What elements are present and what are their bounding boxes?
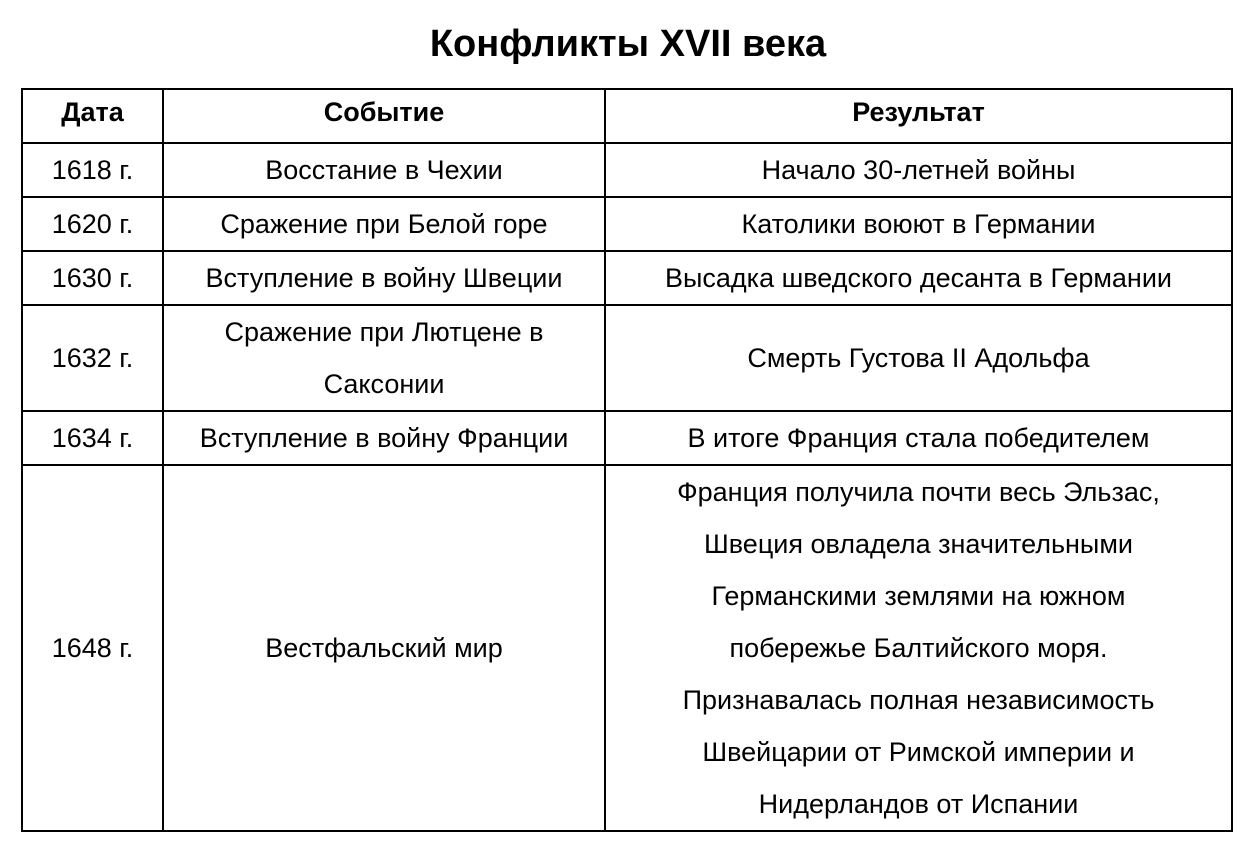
conflicts-table <box>21 88 1233 832</box>
cell-result: Католики воюют в Германии <box>605 197 1232 251</box>
cell-result: Начало 30-летней войны <box>605 143 1232 197</box>
cell-date: 1634 г. <box>22 411 163 465</box>
cell-result: Франция получила почти весь Эльзас, Швеция овладела значительными Германскими землями на южном побережье Балтийского моря. Признавалась полная независимость Швейцарии от Римской империи и Нидерландов от Испании <box>605 465 1232 831</box>
table-header-row <box>22 89 1232 143</box>
cell-event: Вступление в войну Швеции <box>163 251 605 305</box>
table-row <box>22 411 1232 465</box>
table-row <box>22 251 1232 305</box>
cell-result: В итоге Франция стала победителем <box>605 411 1232 465</box>
header-result: Результат <box>605 89 1232 143</box>
cell-date: 1618 г. <box>22 143 163 197</box>
cell-event: Восстание в Чехии <box>163 143 605 197</box>
cell-result: Смерть Густова II Адольфа <box>605 305 1232 411</box>
cell-date: 1620 г. <box>22 197 163 251</box>
table-row <box>22 197 1232 251</box>
cell-result: Высадка шведского десанта в Германии <box>605 251 1232 305</box>
header-event: Событие <box>163 89 605 143</box>
table-row <box>22 143 1232 197</box>
header-date: Дата <box>22 89 163 143</box>
table-row <box>22 305 1232 411</box>
cell-event: Вступление в войну Франции <box>163 411 605 465</box>
cell-event: Вестфальский мир <box>163 465 605 831</box>
cell-date: 1630 г. <box>22 251 163 305</box>
cell-date: 1648 г. <box>22 465 163 831</box>
page-title: Конфликты XVII века <box>429 23 827 65</box>
cell-date: 1632 г. <box>22 305 163 411</box>
table-row <box>22 465 1232 831</box>
cell-event: Сражение при Белой горе <box>163 197 605 251</box>
cell-event: Сражение при Лютцене в Саксонии <box>163 305 605 411</box>
